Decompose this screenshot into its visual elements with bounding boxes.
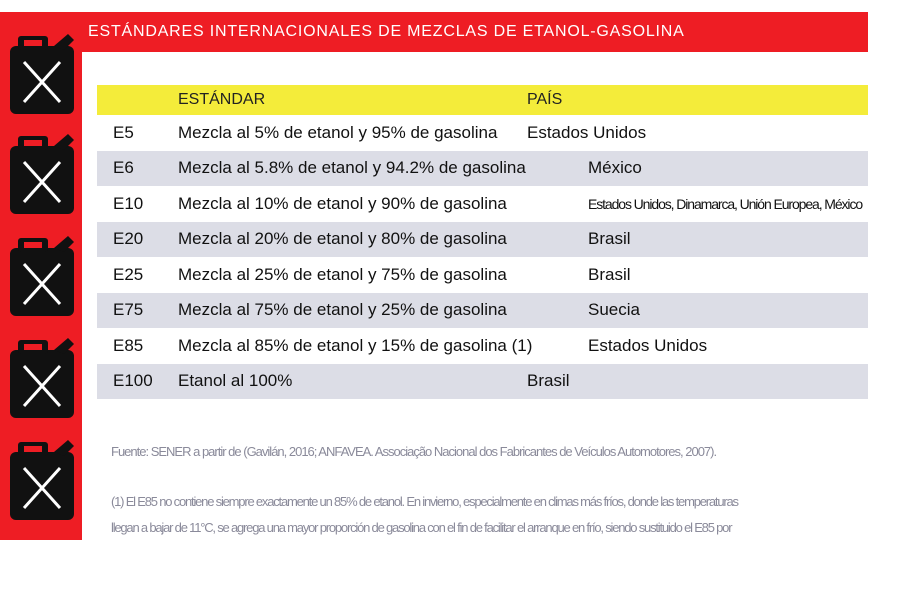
row-code: E5 bbox=[113, 122, 134, 142]
row-code: E6 bbox=[113, 158, 134, 178]
table-row bbox=[97, 293, 868, 329]
row-code: E100 bbox=[113, 371, 153, 391]
row-country: Estados Unidos bbox=[588, 335, 708, 355]
source-note: Fuente: SENER a partir de (Gavilán, 2016; ANFAVEA. Associação Nacional dos Fabricantes de Veículos Automotores, 2007). bbox=[111, 444, 717, 459]
table-row bbox=[97, 115, 868, 151]
fuel-can-x-icon bbox=[10, 438, 74, 520]
fuel-can-x-icon bbox=[10, 32, 74, 114]
footnote-line: (1) El E85 no contiene siempre exactamente un 85% de etanol. En invierno, especialmente en climas más fríos, donde las temperaturas bbox=[111, 494, 738, 509]
table-row bbox=[97, 222, 868, 258]
fuel-can-x-icon bbox=[10, 132, 74, 214]
table-row bbox=[97, 364, 868, 400]
row-description: Mezcla al 85% de etanol y 15% de gasolina (1) bbox=[178, 335, 533, 355]
row-country: Brasil bbox=[527, 371, 570, 391]
row-code: E85 bbox=[113, 335, 144, 355]
row-code: E75 bbox=[113, 300, 144, 320]
fuel-can-x-icon bbox=[10, 234, 74, 316]
row-country: Brasil bbox=[588, 229, 631, 249]
fuel-can-x-icon bbox=[10, 336, 74, 418]
row-code: E10 bbox=[113, 193, 144, 213]
table-row bbox=[97, 328, 868, 364]
header-standard: ESTÁNDAR bbox=[178, 91, 266, 108]
footnote-line: llegan a bajar de 11°C, se agrega una mayor proporción de gasolina con el fin de facilitar el arranque en frío, siendo sustituido el E85 por bbox=[111, 520, 732, 535]
sidebar-band bbox=[0, 12, 82, 540]
row-code: E25 bbox=[113, 264, 144, 284]
row-country: México bbox=[588, 158, 642, 178]
standards-table bbox=[97, 85, 868, 399]
page-title: ESTÁNDARES INTERNACIONALES DE MEZCLAS DE ETANOL-GASOLINA bbox=[88, 23, 685, 40]
table-row bbox=[97, 186, 868, 222]
row-description: Mezcla al 75% de etanol y 25% de gasolina bbox=[178, 300, 507, 320]
row-country: Estados Unidos, Dinamarca, Unión Europea, México bbox=[588, 195, 863, 212]
title-bar bbox=[82, 12, 868, 52]
row-description: Mezcla al 20% de etanol y 80% de gasolina bbox=[178, 229, 507, 249]
row-code: E20 bbox=[113, 229, 144, 249]
table-header bbox=[97, 85, 868, 115]
row-country: Brasil bbox=[588, 264, 631, 284]
row-description: Etanol al 100% bbox=[178, 371, 293, 391]
row-description: Mezcla al 10% de etanol y 90% de gasolina bbox=[178, 193, 507, 213]
header-country: PAÍS bbox=[527, 91, 563, 108]
row-description: Mezcla al 25% de etanol y 75% de gasolina bbox=[178, 264, 507, 284]
row-description: Mezcla al 5.8% de etanol y 94.2% de gasolina bbox=[178, 158, 526, 178]
row-country: Estados Unidos bbox=[527, 122, 647, 142]
table-row bbox=[97, 257, 868, 293]
row-country: Suecia bbox=[588, 300, 640, 320]
table-row bbox=[97, 151, 868, 187]
row-description: Mezcla al 5% de etanol y 95% de gasolina bbox=[178, 122, 498, 142]
